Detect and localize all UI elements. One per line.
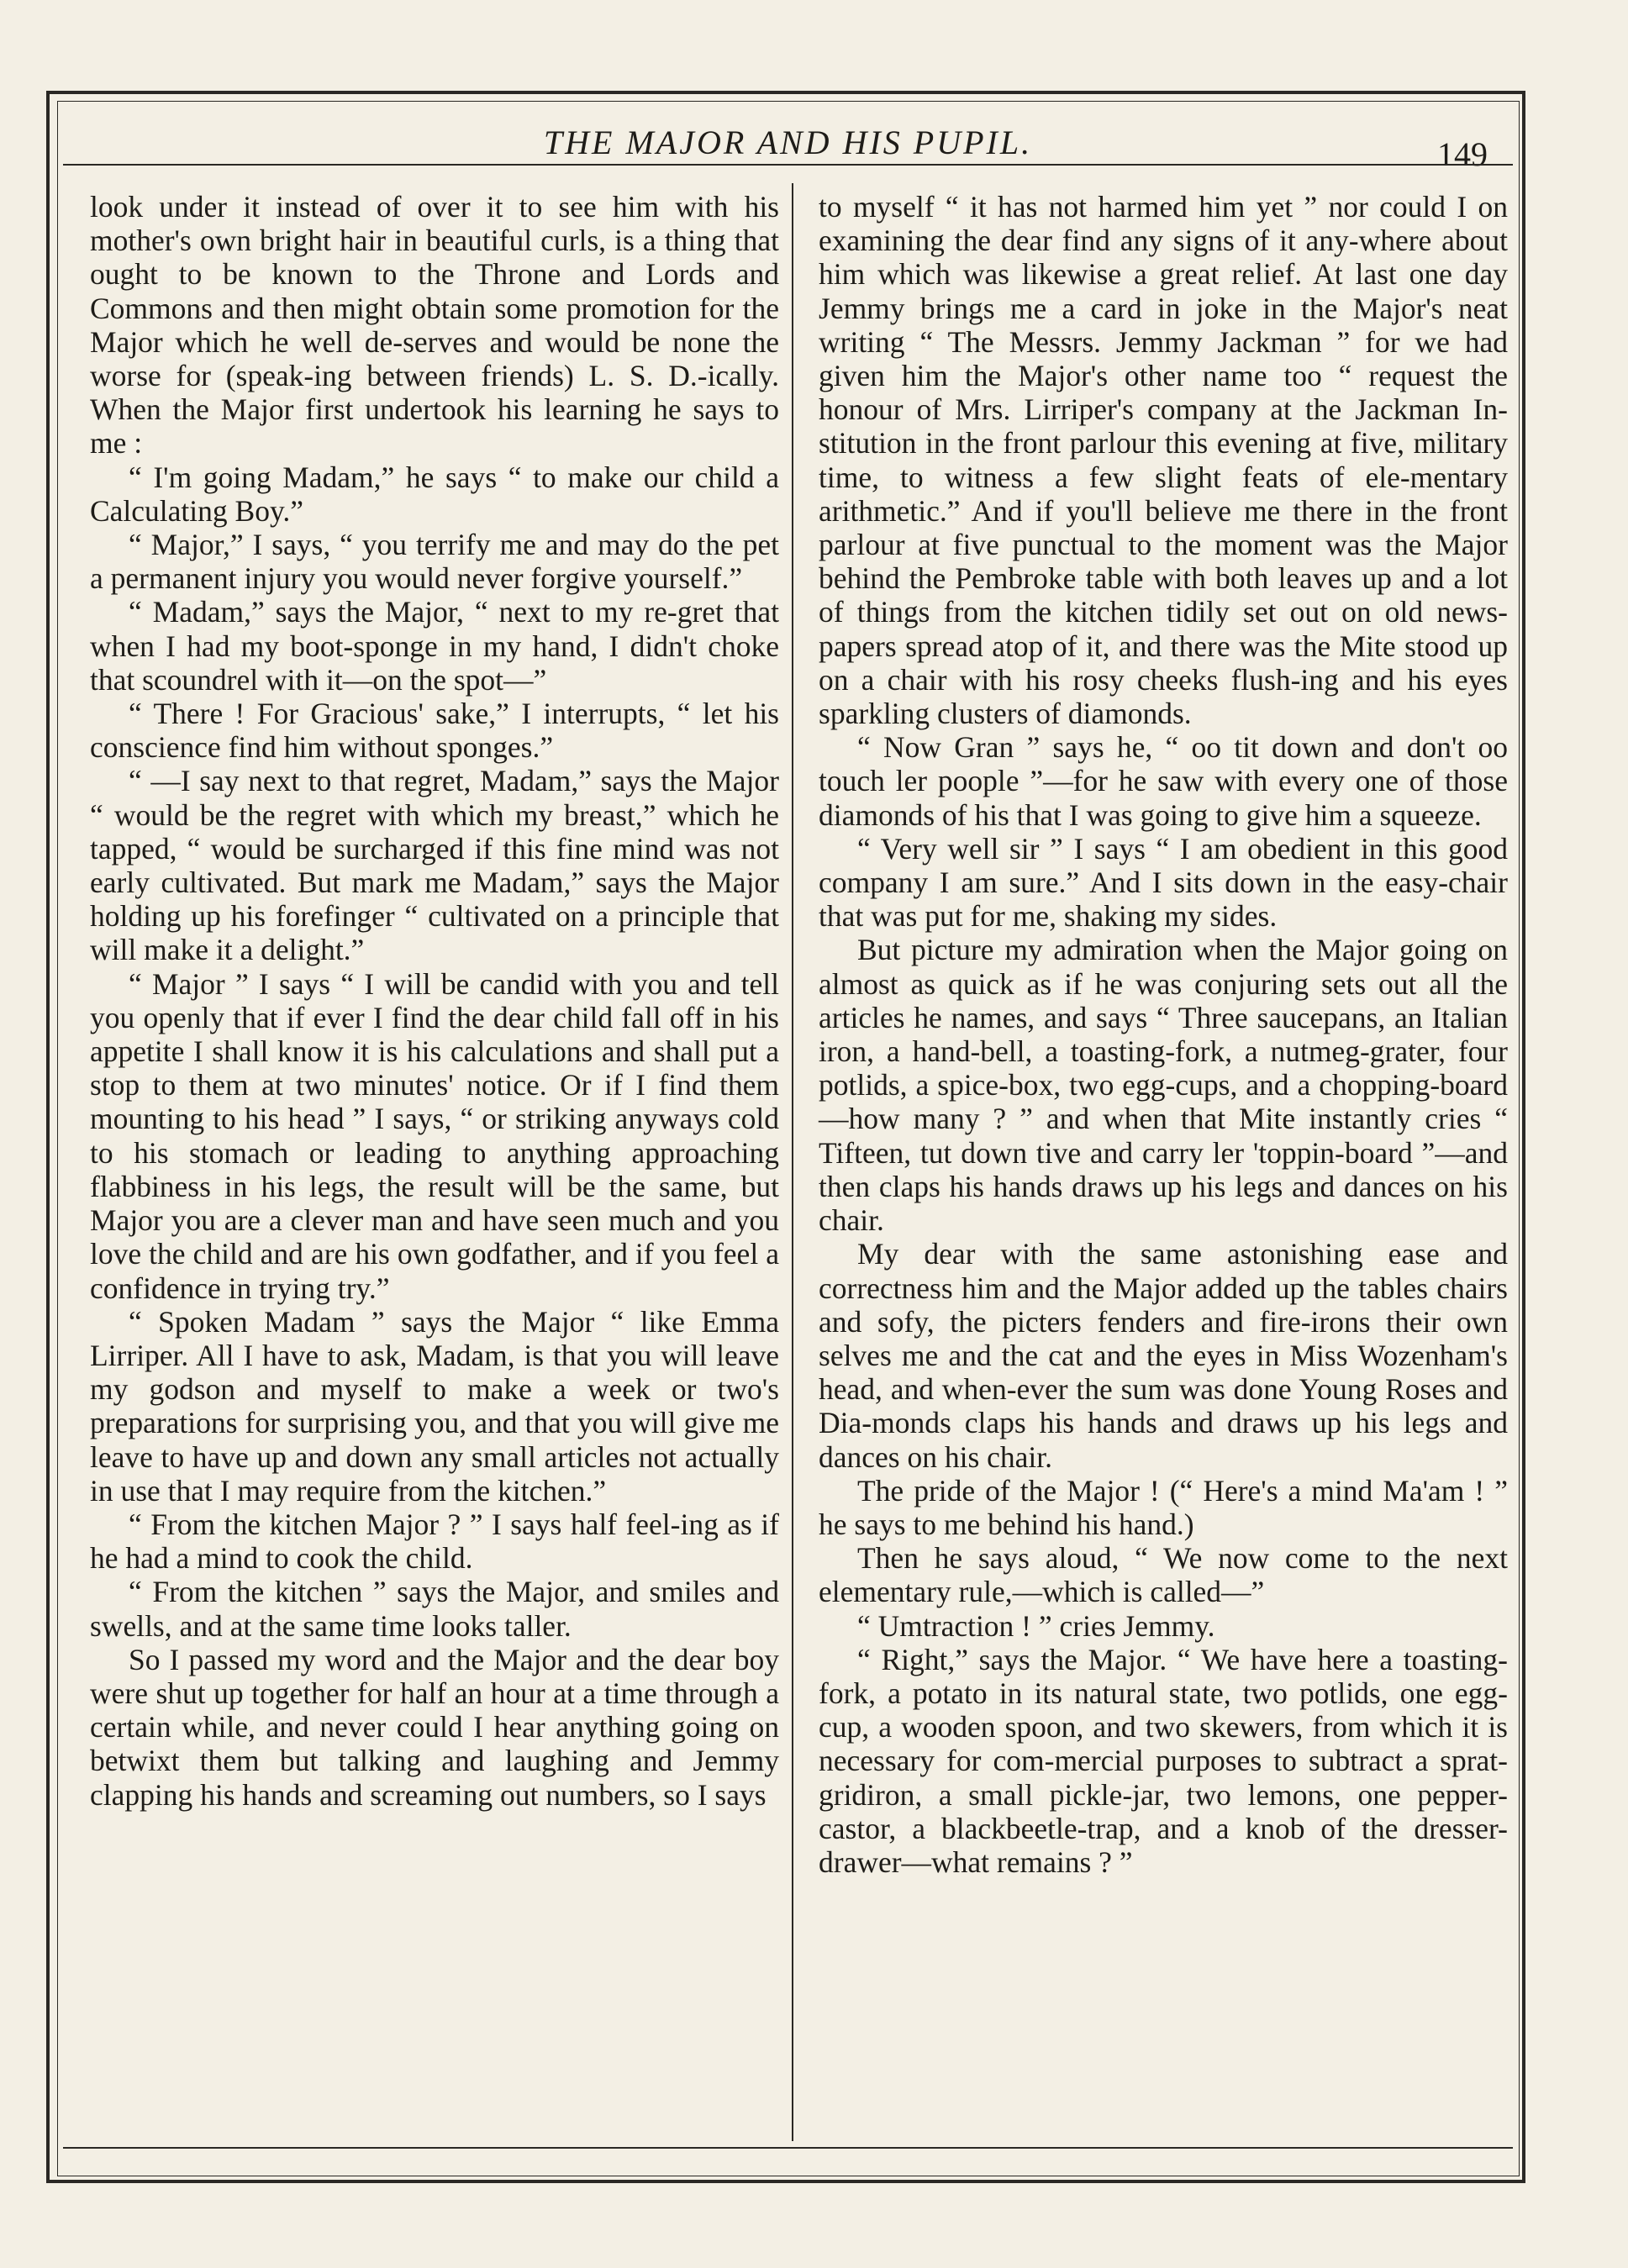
column-divider (792, 183, 793, 2141)
paragraph: “ Spoken Madam ” says the Major “ like Emma Lirriper. All I have to ask, Madam, is that you will leave my godson and myself to make a week or two's preparations for surprising you, and that you will give me leave to have up and down any small articles not actually in use that I may require from the kitchen.” (90, 1304, 779, 1508)
paragraph: The pride of the Major ! (“ Here's a mind Ma'am ! ” he says to me behind his hand.) (819, 1473, 1508, 1541)
paragraph: look under it instead of over it to see him with his mother's own bright hair in beautiful curls, is a thing that ought to be known to the Throne and Lords and Commons and then might obtain some promotion for the Major which he well de-serves and would be none the worse for (speak-ing between friends) L. S. D.-ically. When the Major first undertook his learning he says to me : (90, 190, 779, 460)
paragraph: My dear with the same astonishing ease and correctness him and the Major added up the tables chairs and sofy, the picters fenders and fire-irons their own selves me and the cat and the eyes in Miss Wozenham's head, and when-ever the sum was done Young Roses and Dia-monds claps his hands and draws up his legs and dances on his chair. (819, 1237, 1508, 1474)
right-column (819, 190, 1508, 1879)
running-head: THE MAJOR AND HIS PUPIL. (543, 124, 1033, 161)
paragraph: to myself “ it has not harmed him yet ” nor could I on examining the dear find any signs of it any-where about him which was likewise a great relief. At last one day Jemmy brings me a card in joke in the Major's neat writing “ The Messrs. Jemmy Jackman ” for we had given him the Major's other name too “ request the honour of Mrs. Lirriper's company at the Jackman In-stitution in the front parlour this evening at five, military time, to witness a few slight feats of ele-mentary arithmetic.” And if you'll believe me there in the front parlour at five punctual to the moment was the Major behind the Pembroke table with both leaves up and a lot of things from the kitchen tidily set out on old news-papers spread atop of it, and there was the Mite stood up on a chair with his rosy cheeks flush-ing and his eyes sparkling clusters of diamonds. (819, 190, 1508, 731)
paragraph: “ There ! For Gracious' sake,” I interrupts, “ let his conscience find him without sponges.” (90, 697, 779, 765)
paragraph: “ From the kitchen ” says the Major, and smiles and swells, and at the same time looks taller. (90, 1575, 779, 1643)
paragraph: “ Major ” I says “ I will be candid with you and tell you openly that if ever I find the dear child fall off in his appetite I shall know it is his calculations and shall put a stop to them at two minutes' notice. Or if I find them mounting to his head ” I says, “ or striking anyways cold to his stomach or leading to anything approaching flabbiness in his legs, the result will be the same, but Major you are a clever man and have seen much and you love the child and are his own godfather, and if you feel a confidence in trying try.” (90, 966, 779, 1305)
page-number: 149 (1437, 135, 1488, 173)
paragraph: “ From the kitchen Major ? ” I says half feel-ing as if he had a mind to cook the child. (90, 1507, 779, 1576)
paragraph: Then he says aloud, “ We now come to the next elementary rule,—which is called—” (819, 1541, 1508, 1609)
paragraph: “ Major,” I says, “ you terrify me and may do the pet a permanent injury you would never forgive yourself.” (90, 528, 779, 596)
paragraph: “ Very well sir ” I says “ I am obedient in this good company I am sure.” And I sits down in the easy-chair that was put for me, shaking my sides. (819, 831, 1508, 934)
paragraph: “ I'm going Madam,” he says “ to make our child a Calculating Boy.” (90, 460, 779, 528)
paragraph: “ Now Gran ” says he, “ oo tit down and don't oo touch ler poople ”—for he saw with every one of those diamonds of his that I was going to give him a squeeze. (819, 730, 1508, 832)
paragraph: But picture my admiration when the Major going on almost as quick as if he was conjuring sets out all the articles he names, and says “ Three saucepans, an Italian iron, a hand-bell, a toasting-fork, a nutmeg-grater, four potlids, a spice-box, two egg-cups, and a chopping-board —how many ? ” and when that Mite instantly cries “ Tifteen, tut down tive and carry ler 'toppin-board ”—and then claps his hands draws up his legs and dances on his chair. (819, 933, 1508, 1238)
footer-rule (63, 2147, 1513, 2149)
paragraph: “ Umtraction ! ” cries Jemmy. (857, 1608, 1215, 1643)
paragraph: “ —I say next to that regret, Madam,” says the Major “ would be the regret with which my breast,” which he tapped, “ would be surcharged if this fine mind was not early cultivated. But mark me Madam,” says the Major holding up his forefinger “ cultivated on a principle that will make it a delight.” (90, 764, 779, 967)
header-rule (63, 164, 1513, 166)
paragraph: “ Madam,” says the Major, “ next to my re-gret that when I had my boot-sponge in my hand, I didn't choke that scoundrel with it—on the spot—” (90, 595, 779, 697)
paragraph: “ Right,” says the Major. “ We have here a toasting-fork, a potato in its natural state, two potlids, one egg-cup, a wooden spoon, and two skewers, from which it is necessary for com-mercial purposes to subtract a sprat-gridiron, a small pickle-jar, two lemons, one pepper-castor, a blackbeetle-trap, and a knob of the dresser-drawer—what remains ? ” (819, 1642, 1508, 1879)
left-column (90, 190, 779, 1812)
paragraph: So I passed my word and the Major and the dear boy were shut up together for half an hour at a time through a certain while, and never could I hear anything going on betwixt them but talking and laughing and Jemmy clapping his hands and screaming out numbers, so I says (90, 1642, 779, 1812)
